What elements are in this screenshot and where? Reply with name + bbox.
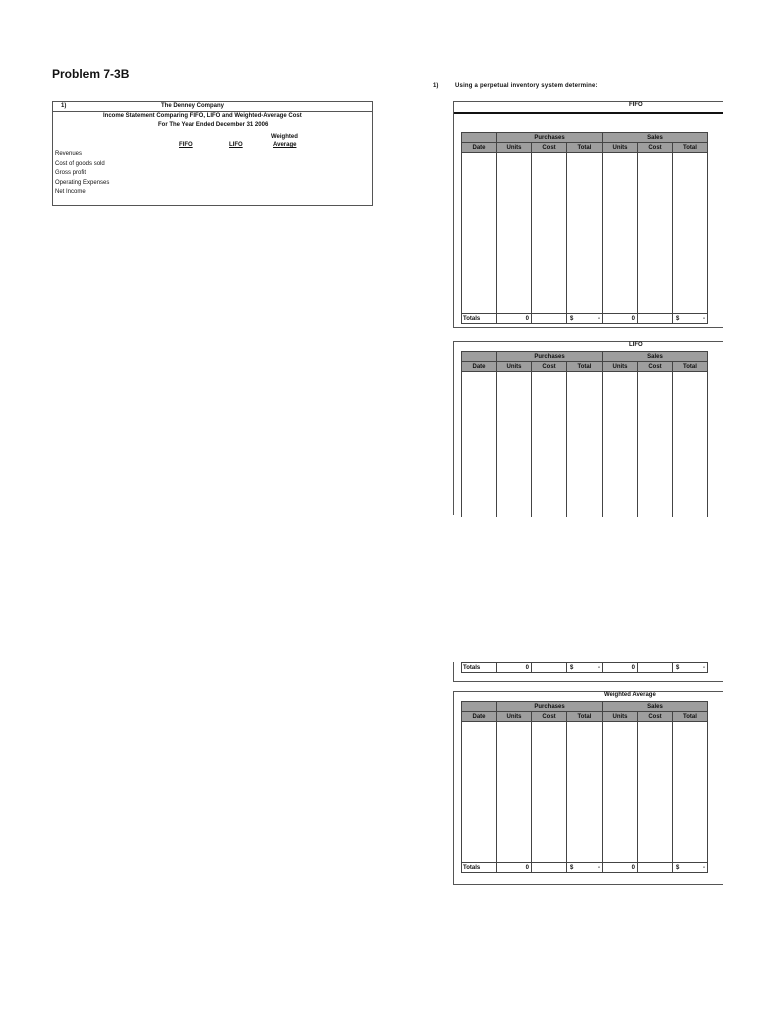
weighted-col-cost: Cost [532,712,567,722]
weighted-col-date: Date [462,712,497,722]
weighted-col-sales-total: Total [673,712,708,722]
weighted-col-sales-units: Units [603,712,638,722]
is-row-cogs: Cost of goods sold [55,161,105,167]
weighted-purchases-header: Purchases [497,702,603,712]
fifo-col-date: Date [462,143,497,153]
fifo-grid [461,132,708,324]
is-row-net-income: Net Income [55,189,86,195]
is-col-weighted-top: Weighted [271,134,298,140]
is-company: The Denney Company [161,103,225,109]
fifo-col-units: Units [497,143,532,153]
lifo-col-sales-units: Units [603,362,638,372]
is-number: 1) [61,103,67,109]
intro-text: Using a perpetual inventory system determine: [455,83,598,89]
lifo-totals-grid [461,662,708,673]
fifo-title: FIFO [629,102,643,108]
fifo-col-sales-cost: Cost [638,143,673,153]
fifo-col-sales-total: Total [673,143,708,153]
weighted-sales-header: Sales [603,702,708,712]
fifo-purchases-header: Purchases [497,133,603,143]
is-col-lifo: LIFO [229,142,243,148]
fifo-col-total: Total [567,143,603,153]
is-subtitle: Income Statement Comparing FIFO, LIFO and Weighted-Average Cost [103,113,302,119]
fifo-col-cost: Cost [532,143,567,153]
fifo-col-sales-units: Units [603,143,638,153]
weighted-title: Weighted Average [604,692,656,698]
is-col-weighted-bottom: Average [273,142,297,148]
lifo-col-sales-total: Total [673,362,708,372]
lifo-sales-header: Sales [603,352,708,362]
is-period: For The Year Ended December 31 2006 [158,122,269,128]
lifo-col-date: Date [462,362,497,372]
intro-number: 1) [433,83,439,89]
lifo-totals-panel [453,662,723,682]
is-col-fifo: FIFO [179,142,193,148]
lifo-col-total: Total [567,362,603,372]
lifo-col-sales-cost: Cost [638,362,673,372]
lifo-col-cost: Cost [532,362,567,372]
is-row-gross-profit: Gross profit [55,170,87,176]
is-row-operating-expenses: Operating Expenses [55,180,110,186]
weighted-col-total: Total [567,712,603,722]
weighted-col-sales-cost: Cost [638,712,673,722]
weighted-grid [461,701,708,873]
fifo-table-panel [453,101,723,328]
is-header-divider [53,111,372,112]
is-row-revenues: Revenues [55,151,83,157]
lifo-title: LIFO [629,342,643,348]
weighted-table-panel [453,691,723,885]
lifo-table-panel [453,341,723,515]
lifo-col-units: Units [497,362,532,372]
page-title: Problem 7-3B [52,67,130,81]
fifo-totals-row: Totals 0 $ - 0 $ - [462,314,708,324]
weighted-totals-row: Totals 0 $ - 0 $ - [462,863,708,873]
lifo-grid [461,351,708,517]
lifo-totals-row: Totals 0 $ - 0 $ - [462,663,708,673]
income-statement-box [52,101,373,206]
lifo-purchases-header: Purchases [497,352,603,362]
weighted-col-units: Units [497,712,532,722]
fifo-sales-header: Sales [603,133,708,143]
